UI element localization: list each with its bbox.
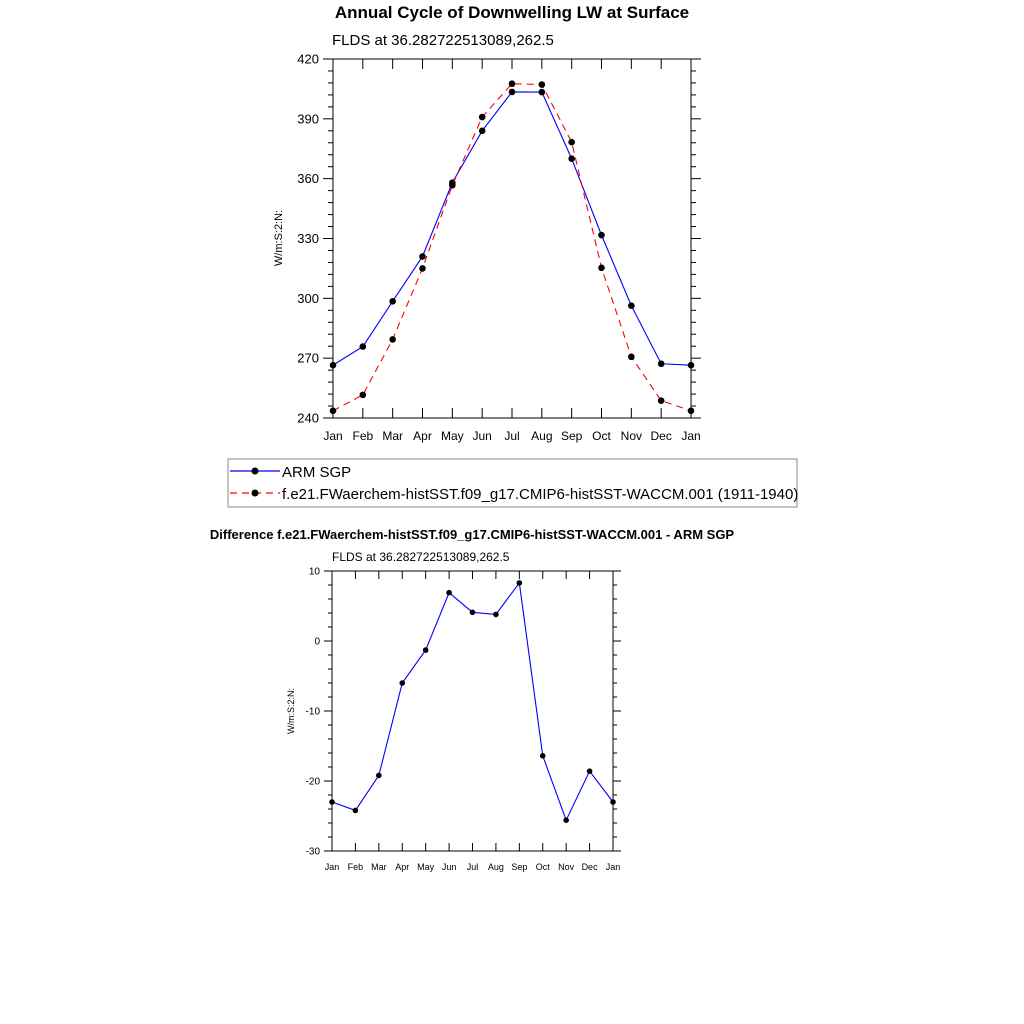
chart2-point xyxy=(610,799,616,805)
y-tick-label: -20 xyxy=(305,776,320,788)
x-tick-label: Nov xyxy=(558,862,575,872)
y-tick-label: -10 xyxy=(305,706,320,718)
chart1-ylabel: W/m:S:2:N: xyxy=(273,209,285,267)
chart1-point xyxy=(628,302,635,309)
chart1-legend xyxy=(228,459,798,507)
x-tick-label: Dec xyxy=(650,429,672,443)
chart1-point xyxy=(539,81,546,88)
chart2-point xyxy=(540,753,546,759)
chart1-point xyxy=(360,343,367,350)
legend-label-model: f.e21.FWaerchem-histSST.f09_g17.CMIP6-histSST-WACCM.001 (1911-1940) xyxy=(282,486,799,503)
chart2-point xyxy=(399,680,405,686)
x-tick-label: Jul xyxy=(504,429,520,443)
y-tick-label: 10 xyxy=(308,566,320,578)
y-tick-label: 390 xyxy=(297,111,319,127)
chart1-point xyxy=(509,89,516,96)
x-tick-label: Oct xyxy=(535,862,550,872)
chart2-point xyxy=(470,610,476,616)
chart1-point xyxy=(598,232,605,239)
y-tick-label: 270 xyxy=(297,350,319,366)
chart1-point xyxy=(479,128,486,135)
chart1-point xyxy=(658,360,665,367)
legend-marker-model xyxy=(252,490,259,497)
chart2-point xyxy=(446,590,452,596)
x-tick-label: Nov xyxy=(620,429,643,443)
chart1-point xyxy=(330,362,337,369)
chart2-title: Difference f.e21.FWaerchem-histSST.f09_g17.CMIP6-histSST-WACCM.001 - ARM SGP xyxy=(209,527,735,542)
chart1-point xyxy=(568,139,575,146)
x-tick-label: Jun xyxy=(441,862,457,872)
x-tick-label: Aug xyxy=(531,429,553,443)
chart1-point xyxy=(658,397,665,404)
x-tick-label: Oct xyxy=(592,429,611,443)
x-tick-label: Sep xyxy=(560,429,583,443)
chart1-series-line-0 xyxy=(333,92,691,365)
chart1-title: Annual Cycle of Downwelling LW at Surface xyxy=(334,3,690,22)
x-tick-label: Mar xyxy=(382,429,404,443)
y-tick-label: 420 xyxy=(297,51,319,67)
y-tick-label: 240 xyxy=(297,410,319,426)
y-tick-label: 360 xyxy=(297,171,319,187)
chart1-frame xyxy=(333,59,691,418)
chart2-subtitle: FLDS at 36.282722513089,262.5 xyxy=(332,550,510,564)
chart2-point xyxy=(563,817,569,823)
x-tick-label: Feb xyxy=(352,429,374,443)
x-tick-label: Jul xyxy=(466,862,479,872)
chart2-ylabel: W/m:S:2:N: xyxy=(286,687,296,735)
x-tick-label: Dec xyxy=(581,862,598,872)
chart1-plot-area xyxy=(297,52,701,443)
chart1-point xyxy=(539,89,546,96)
chart1-series-line-1 xyxy=(333,84,691,411)
x-tick-label: May xyxy=(440,429,464,443)
chart1-point xyxy=(419,253,426,260)
chart1-point xyxy=(568,155,575,162)
chart1-subtitle: FLDS at 36.282722513089,262.5 xyxy=(332,32,554,49)
y-tick-label: 330 xyxy=(297,231,319,247)
x-tick-label: Apr xyxy=(395,862,410,872)
chart2-point xyxy=(423,647,429,653)
chart1-point xyxy=(330,408,337,415)
y-tick-label: -30 xyxy=(305,846,320,858)
x-tick-label: May xyxy=(417,862,435,872)
chart1-point xyxy=(389,336,396,343)
chart1-point xyxy=(598,265,605,272)
chart1-point xyxy=(628,353,635,360)
chart1-point xyxy=(688,362,695,369)
chart2-series-line-0 xyxy=(332,583,613,820)
chart2-point xyxy=(353,808,359,814)
legend-entry-obs xyxy=(230,464,351,481)
chart2-point xyxy=(376,773,382,779)
x-tick-label: Aug xyxy=(487,862,504,872)
x-tick-label: Jun xyxy=(472,429,492,443)
y-tick-label: 300 xyxy=(297,290,319,306)
x-tick-label: Mar xyxy=(371,862,387,872)
x-tick-label: Jan xyxy=(324,862,340,872)
chart1-point xyxy=(509,80,516,87)
x-tick-label: Jan xyxy=(323,429,343,443)
chart1-point xyxy=(688,408,695,415)
chart2-point xyxy=(493,612,499,618)
chart1-point xyxy=(449,182,456,189)
chart1-point xyxy=(389,298,396,305)
x-tick-label: Feb xyxy=(347,862,364,872)
y-tick-label: 0 xyxy=(314,636,320,648)
x-tick-label: Jan xyxy=(605,862,621,872)
legend-marker-obs xyxy=(252,468,259,475)
chart1-point xyxy=(360,392,367,399)
chart2-plot-area xyxy=(306,567,621,873)
chart1-point xyxy=(419,265,426,272)
x-tick-label: Sep xyxy=(511,862,528,872)
chart2-point xyxy=(329,799,335,805)
legend-entry-model xyxy=(230,486,798,503)
chart2-point xyxy=(587,768,593,774)
chart1-point xyxy=(479,114,486,121)
legend-label-obs: ARM SGP xyxy=(282,464,352,481)
chart2-point xyxy=(517,580,523,586)
x-tick-label: Jan xyxy=(681,429,701,443)
x-tick-label: Apr xyxy=(413,429,432,443)
